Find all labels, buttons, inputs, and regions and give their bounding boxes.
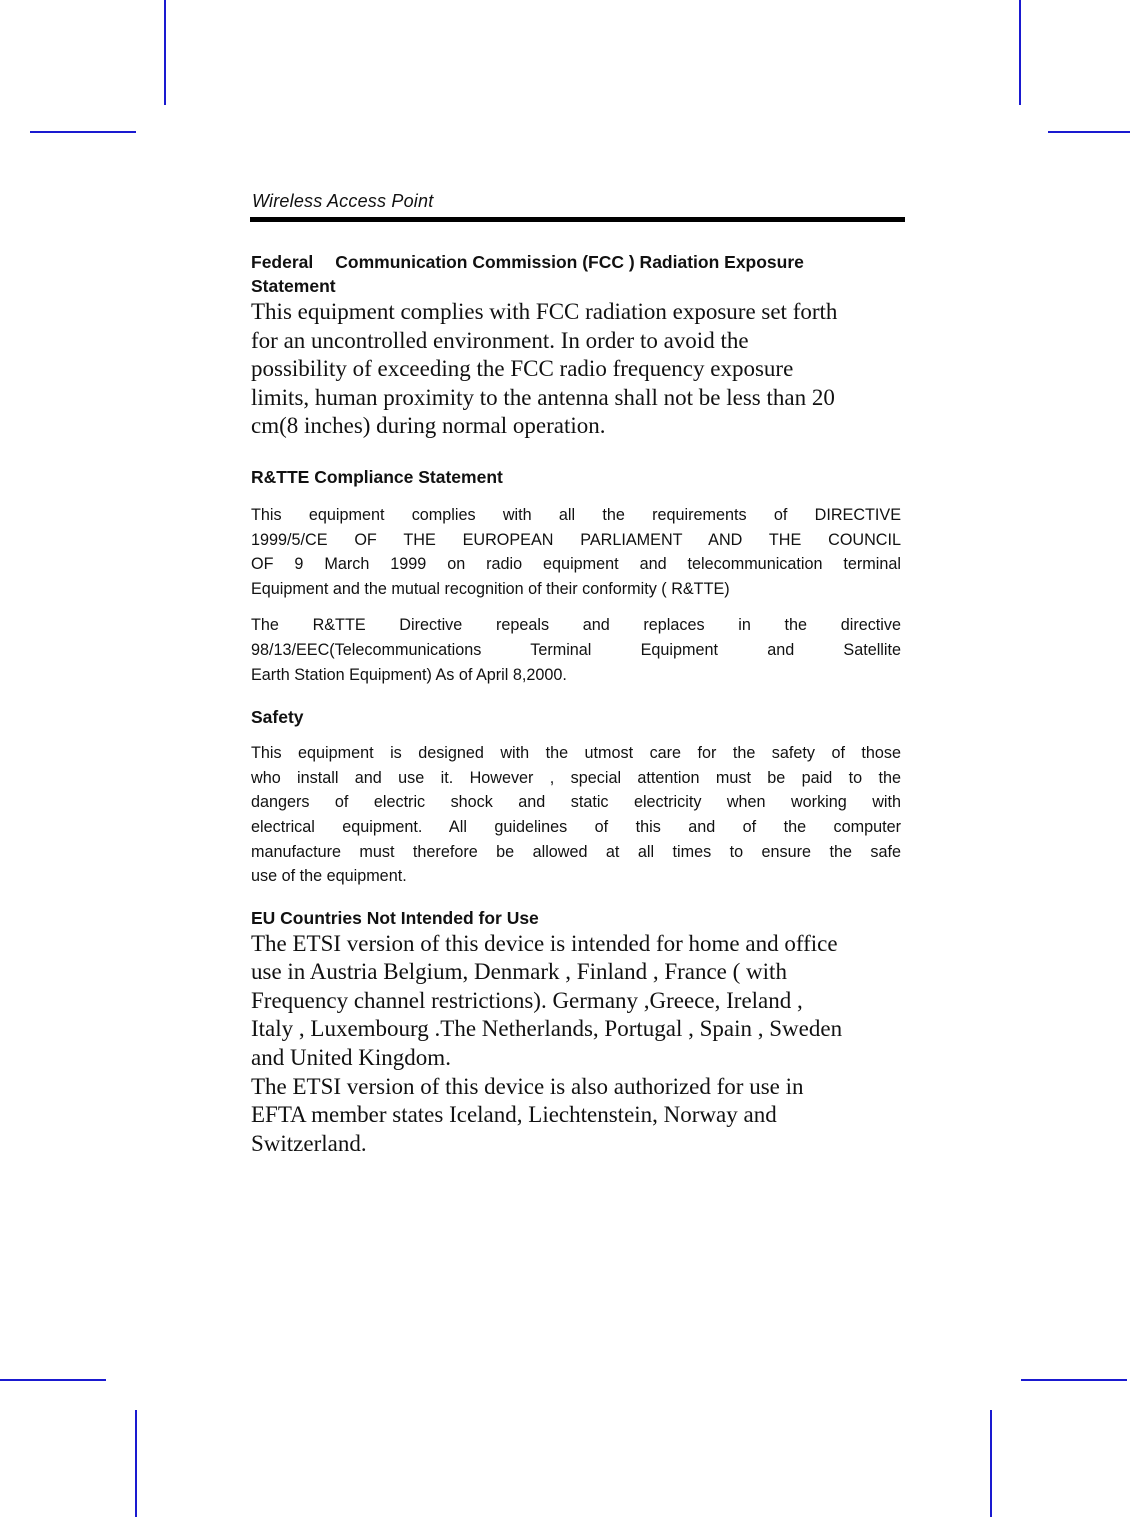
crop-mark-bottom-left-vertical: [135, 1410, 137, 1517]
eu-body-line: use in Austria Belgium, Denmark , Finland , France ( with: [251, 959, 787, 985]
eu-body-line: EFTA member states Iceland, Liechtenstein, Norway and: [251, 1102, 777, 1128]
eu-body-line: The ETSI version of this device is intended for home and office: [251, 930, 838, 956]
fcc-body: [251, 298, 901, 441]
safety-body-line: electrical equipment. All guidelines of this and of the computer: [251, 817, 901, 836]
fcc-heading: [251, 250, 901, 298]
eu-section: [251, 906, 901, 1159]
rtte-p1-line: Equipment and the mutual recognition of their conformity ( R&TTE): [251, 579, 730, 598]
fcc-heading-part2: Communication Commission (FCC ) Radiation Exposure: [335, 252, 804, 272]
fcc-heading-line2: Statement: [251, 276, 336, 296]
eu-body-line: Frequency channel restrictions). Germany ,Greece, Ireland ,: [251, 987, 803, 1013]
running-header: Wireless Access Point: [252, 191, 434, 211]
fcc-heading-part1: Federal: [251, 252, 314, 272]
rtte-paragraph-2: [251, 613, 901, 687]
header-rule: [250, 217, 905, 222]
rtte-paragraph-1: [251, 503, 901, 601]
crop-mark-bottom-left-horizontal: [0, 1379, 106, 1381]
safety-body-line: dangers of electric shock and static electricity when working with: [251, 793, 901, 812]
rtte-p1-line: This equipment complies with all the requirements of DIRECTIVE: [251, 505, 901, 524]
eu-body-line: Switzerland.: [251, 1130, 367, 1156]
rtte-p2-line: Earth Station Equipment) As of April 8,2000.: [251, 665, 567, 684]
fcc-body-line: for an uncontrolled environment. In order to avoid the: [251, 327, 749, 353]
eu-body-line: The ETSI version of this device is also authorized for use in: [251, 1073, 804, 1099]
crop-mark-top-right-vertical: [1019, 0, 1021, 105]
crop-mark-top-left-horizontal: [30, 131, 136, 133]
fcc-section: [251, 250, 901, 441]
safety-body-line: use of the equipment.: [251, 867, 407, 886]
rtte-p1-line: 1999/5/CE OF THE EUROPEAN PARLIAMENT AND THE COUNCIL: [251, 530, 901, 549]
rtte-p2-line: 98/13/EEC(Telecommunications Terminal Equipment and Satellite: [251, 640, 901, 659]
fcc-body-line: possibility of exceeding the FCC radio frequency exposure: [251, 356, 794, 382]
eu-heading: EU Countries Not Intended for Use: [251, 907, 539, 928]
safety-body-line: who install and use it. However , special attention must be paid to the: [251, 768, 901, 787]
rtte-p2-line: The R&TTE Directive repeals and replaces in the directive: [251, 616, 901, 635]
eu-body: [251, 930, 901, 1159]
safety-heading: Safety: [251, 707, 304, 728]
safety-section: [251, 705, 901, 889]
eu-body-line: and United Kingdom.: [251, 1045, 451, 1071]
safety-body-line: manufacture must therefore be allowed at all times to ensure the safe: [251, 842, 901, 861]
crop-mark-bottom-right-vertical: [990, 1410, 992, 1517]
eu-body-line: Italy , Luxembourg .The Netherlands, Portugal , Spain , Sweden: [251, 1016, 843, 1042]
rtte-p1-line: OF 9 March 1999 on radio equipment and telecommunication terminal: [251, 555, 901, 574]
safety-body: [251, 741, 901, 889]
rtte-heading: R&TTE Compliance Statement: [251, 466, 503, 487]
fcc-body-line: This equipment complies with FCC radiation exposure set forth: [251, 299, 838, 324]
page-content: [251, 250, 901, 1158]
safety-body-line: This equipment is designed with the utmost care for the safety of those: [251, 744, 901, 763]
fcc-body-line: cm(8 inches) during normal operation.: [251, 413, 606, 439]
fcc-body-line: limits, human proximity to the antenna shall not be less than 20: [251, 384, 835, 410]
crop-mark-top-left-vertical: [164, 0, 166, 105]
crop-mark-top-right-horizontal: [1048, 131, 1130, 133]
crop-mark-bottom-right-horizontal: [1021, 1379, 1127, 1381]
rtte-section: [251, 465, 901, 687]
